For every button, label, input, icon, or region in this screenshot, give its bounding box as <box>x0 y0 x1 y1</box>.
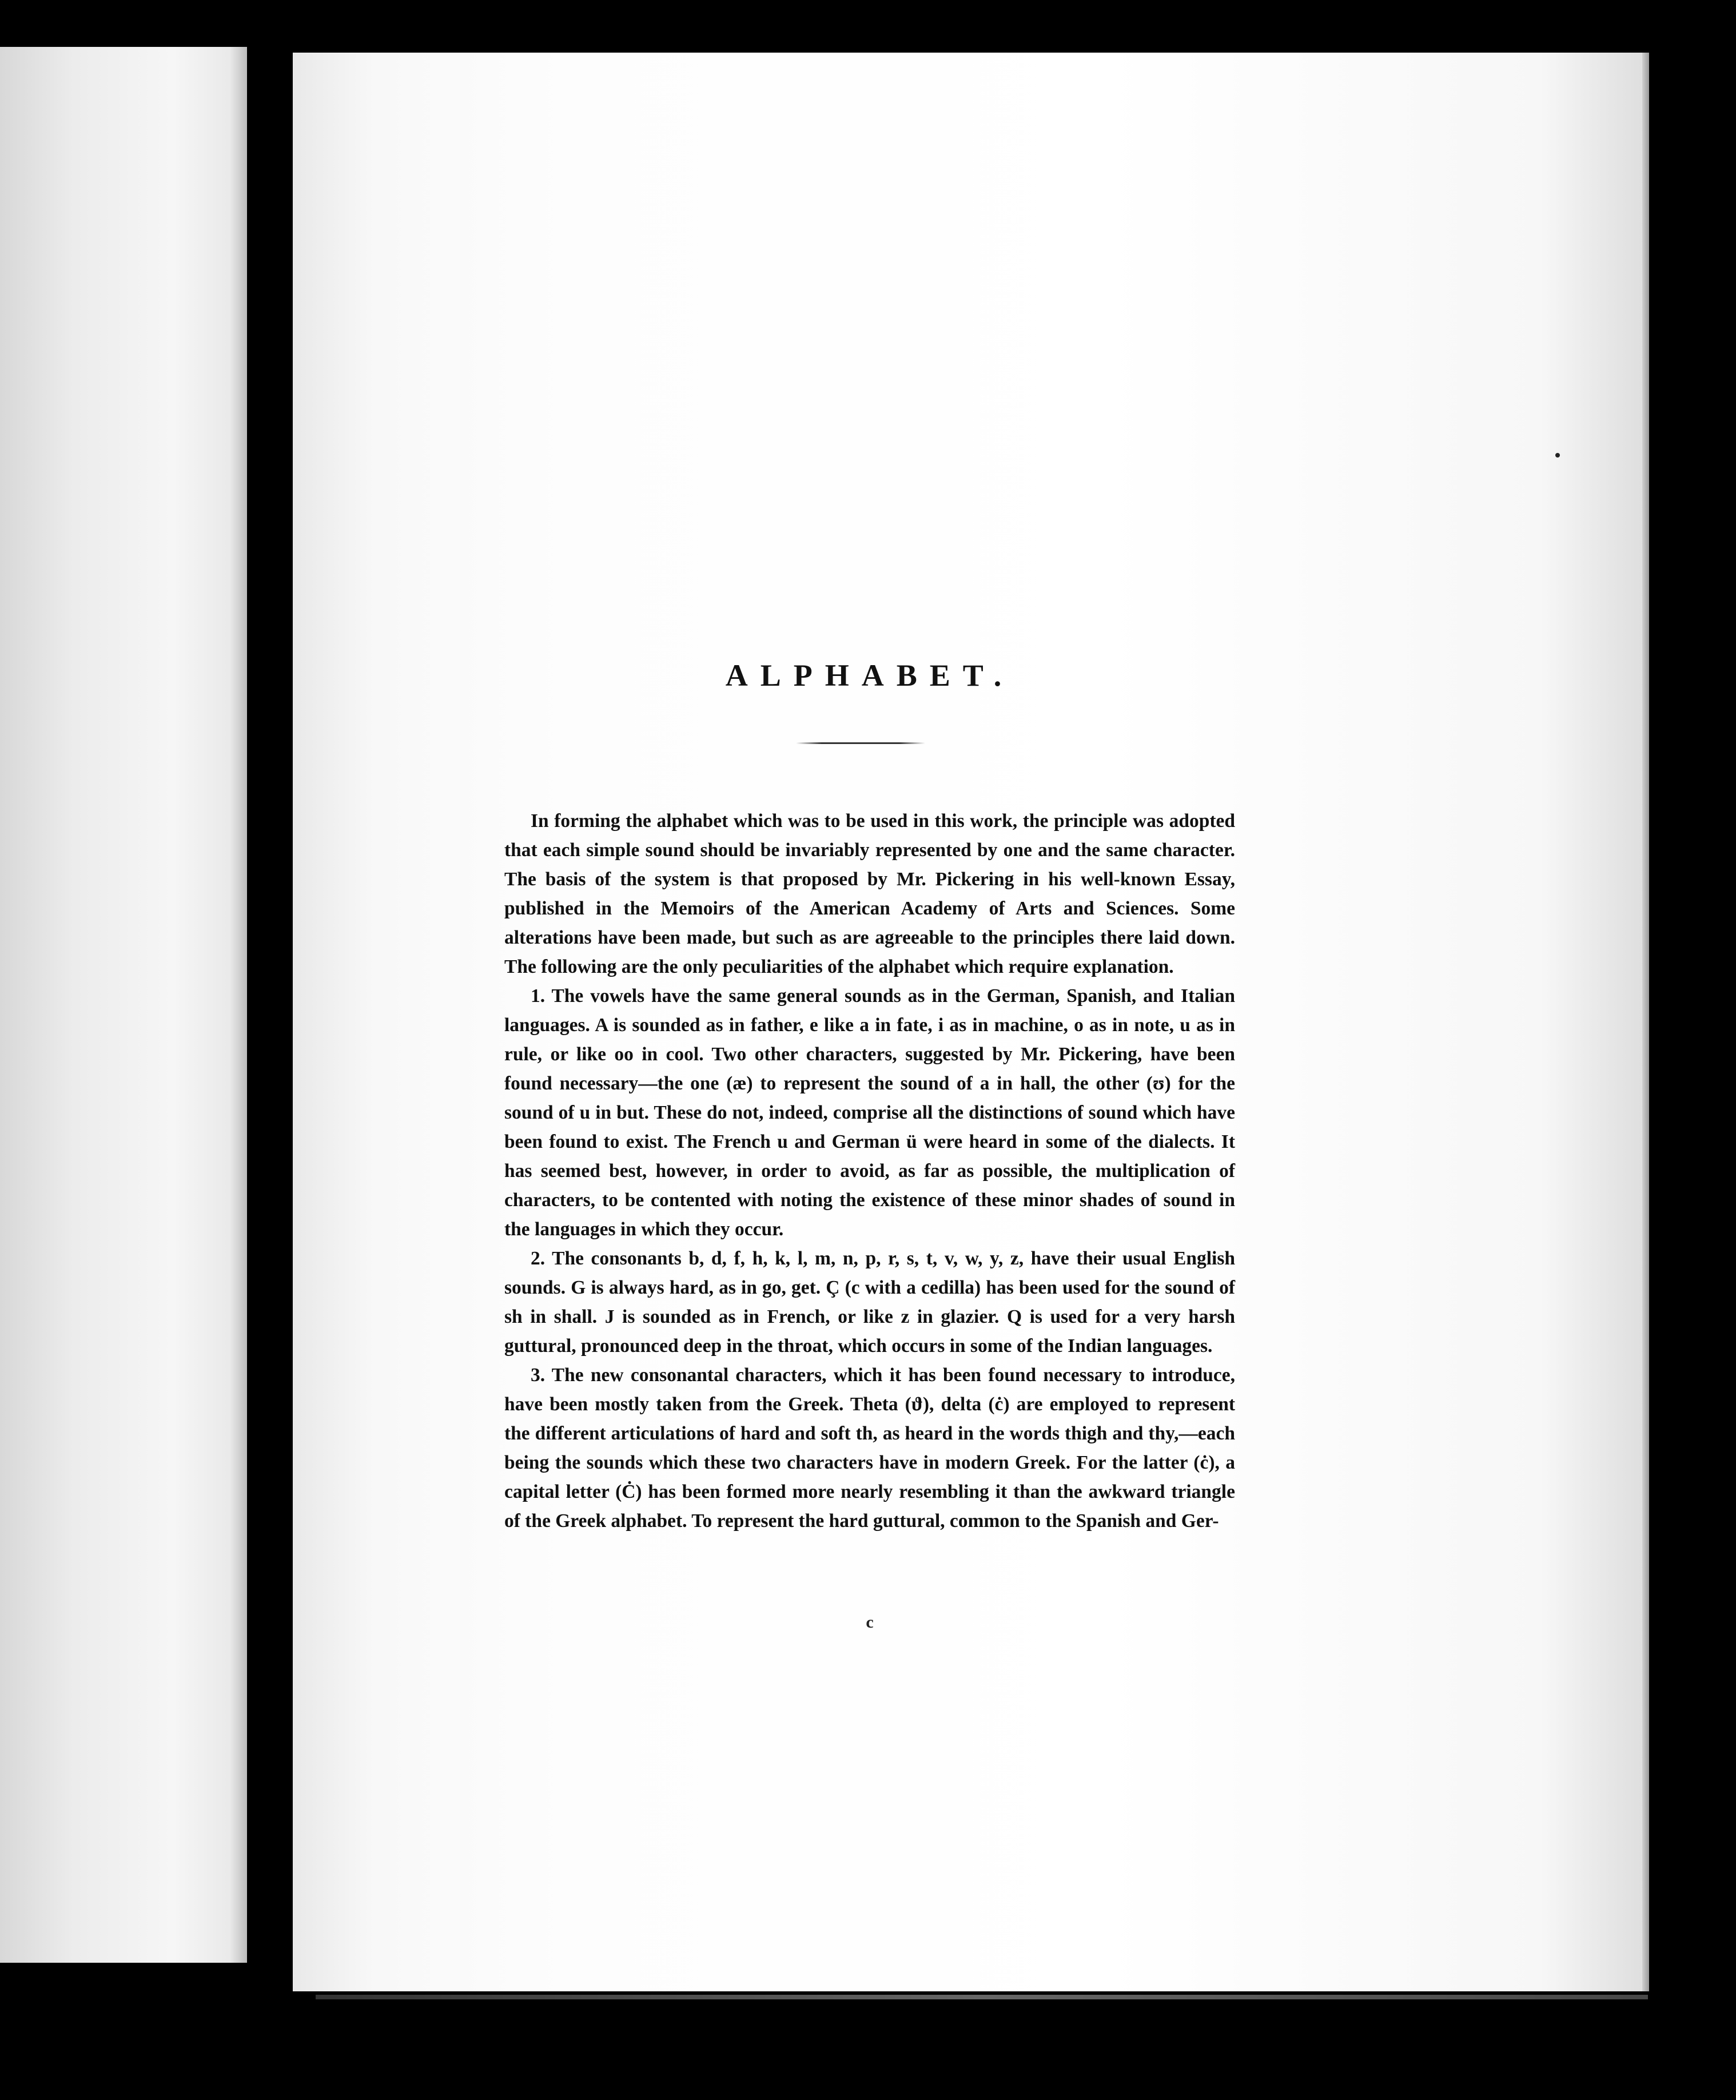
ink-speck <box>1555 453 1560 458</box>
bottom-border <box>293 1991 1649 2100</box>
body-text <box>504 806 1235 1536</box>
book-page <box>293 53 1649 1991</box>
page-bottom-edge <box>316 1995 1648 1999</box>
paragraph-new-characters: 3. The new consonantal characters, which it has been found necessary to introduce, have been mostly taken from the Greek. Theta (ϑ), delta (ċ) are employed to represent the different articulations of hard and soft th, as heard in the words thigh and thy,—each being the sounds which these two characters have in modern Greek. For the latter (ċ), a capital letter (Ċ) has been formed more nearly resembling it than the awkward triangle of the Greek alphabet. To represent the hard guttural, common to the Spanish and Ger- <box>504 1365 1235 1532</box>
left-page-shadow <box>230 47 247 1963</box>
right-border <box>1649 53 1736 2100</box>
book-gutter <box>247 0 293 2100</box>
signature-mark: c <box>866 1613 874 1632</box>
paragraph-consonants: 2. The consonants b, d, f, h, k, l, m, n, p, r, s, t, v, w, y, z, have their usual English sounds. G is always hard, as in go, get. Ç (c with a cedilla) has been used for the sound of sh in shall. J is sounded as in French, or like z in glazier. Q is used for a very harsh guttural, pronounced deep in the throat, which occurs in some of the Indian languages. <box>504 1248 1235 1357</box>
left-page-fragment <box>0 47 247 1963</box>
page-title: ALPHABET. <box>725 658 1014 693</box>
paragraph-intro: In forming the alphabet which was to be used in this work, the principle was adopted that each simple sound should be invariably represented by one and the same character. The basis of the system is that proposed by Mr. Pickering in his well-known Essay, published in the Memoirs of the American Academy of Arts and Sciences. Some alterations have been made, but such as are agreeable to the principles there laid down. The following are the only peculiarities of the alphabet which require explanation. <box>504 810 1235 977</box>
page-edge <box>1642 53 1649 1991</box>
paragraph-vowels: 1. The vowels have the same general sounds as in the German, Spanish, and Italian languages. A is sounded as in father, e like a in fate, i as in machine, o as in note, u as in rule, or like oo in cool. Two other characters, suggested by Mr. Pickering, have been found necessary—the one (æ) to represent the sound of a in hall, the other (ʊ) for the sound of u in but. These do not, indeed, comprise all the distinctions of sound which have been found to exist. The French u and German ü were heard in some of the dialects. It has seemed best, however, in order to avoid, as far as possible, the multiplication of characters, to be contented with noting the existence of these minor shades of sound in the languages in which they occur. <box>504 985 1235 1240</box>
title-rule <box>796 742 925 744</box>
